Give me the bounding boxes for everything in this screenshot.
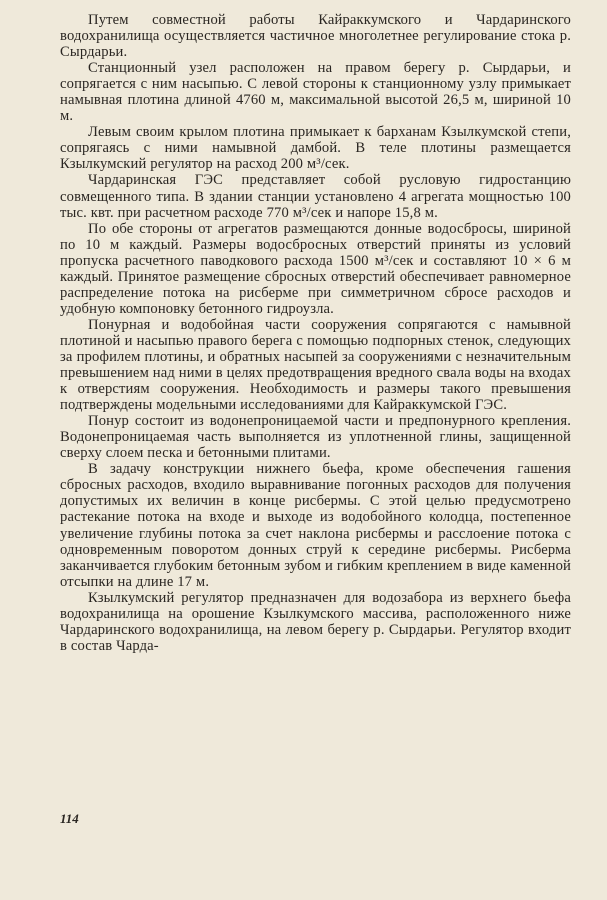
paragraph-7: Понур состоит из водонепроницаемой части и предпонурного крепления. Водонепроницаемая часть выполняется из уплотненной глины, защищенной сверху слоем песка и бетонными плитами. [60, 413, 571, 462]
paragraph-1: Путем совместной работы Кайраккумского и Чардаринского водохранилища осуществляется частичное многолетнее регулирование стока р. Сырдарьи. [60, 12, 571, 61]
paragraph-6: Понурная и водобойная части сооружения сопрягаются с намывной плотиной и насыпью правого берега с помощью подпорных стенок, следующих за профилем плотины, и обратных насыпей за сооружениями с незначительным превышением над ними в целях предотвращения вредного свала воды на входах к отверстиям сооружения. Необходимость и размеры такого превышения подтверждены модельными исследованиями для Кайраккумской ГЭС. [60, 316, 571, 414]
body-text [60, 12, 571, 654]
paragraph-3: Левым своим крылом плотина примыкает к барханам Кзылкумской степи, сопрягаясь с ними намывной дамбой. В теле плотины размещается Кзылкумский регулятор на расход 200 м³/сек. [60, 124, 571, 173]
paragraph-5: По обе стороны от агрегатов размещаются донные водосбросы, шириной по 10 м каждый. Размеры водосбросных отверстий приняты из условий пропуска расчетного паводкового расхода 1500 м³/сек и составляют 10 × 6 м каждый. Принятое размещение сбросных отверстий обеспечивает равномерное распределение потока на рисберме при симметричном сбросе расходов и удобную компоновку бетонного гидроузла. [60, 220, 571, 317]
paragraph-4: Чардаринская ГЭС представляет собой русловую гидростанцию совмещенного типа. В здании станции установлено 4 агрегата мощностью 100 тыс. квт. при расчетном расходе 770 м³/сек и напоре 15,8 м. [60, 172, 571, 221]
paragraph-2: Станционный узел расположен на правом берегу р. Сырдарьи, и сопрягается с ним насыпью. С левой стороны к станционному узлу примыкает намывная плотина длиной 4760 м, максимальной высотой 26,5 м, шириной 10 м. [60, 60, 571, 125]
paragraph-8: В задачу конструкции нижнего бьефа, кроме обеспечения гашения сбросных расходов, входило выравнивание погонных расходов для получения допустимых их величин в конце рисбермы. С этой целью предусмотрено растекание потока на входе и выходе из водобойного колодца, постепенное увеличение глубины потока за счет наклона рисбермы и расслоение потока с одновременным поворотом донных струй к середине рисбермы. Рисберма заканчивается глубоким бетонным зубом и гибким креплением в виде каменной отсыпки на длине 17 м. [60, 461, 571, 590]
page-number: 114 [60, 811, 79, 826]
paragraph-9: Кзылкумский регулятор предназначен для водозабора из верхнего бьефа водохранилища на орошение Кзылкумского массива, расположенного ниже Чардаринского водохранилища, на левом берегу р. Сырдарьи. Регулятор входит в состав Чарда- [60, 589, 571, 654]
